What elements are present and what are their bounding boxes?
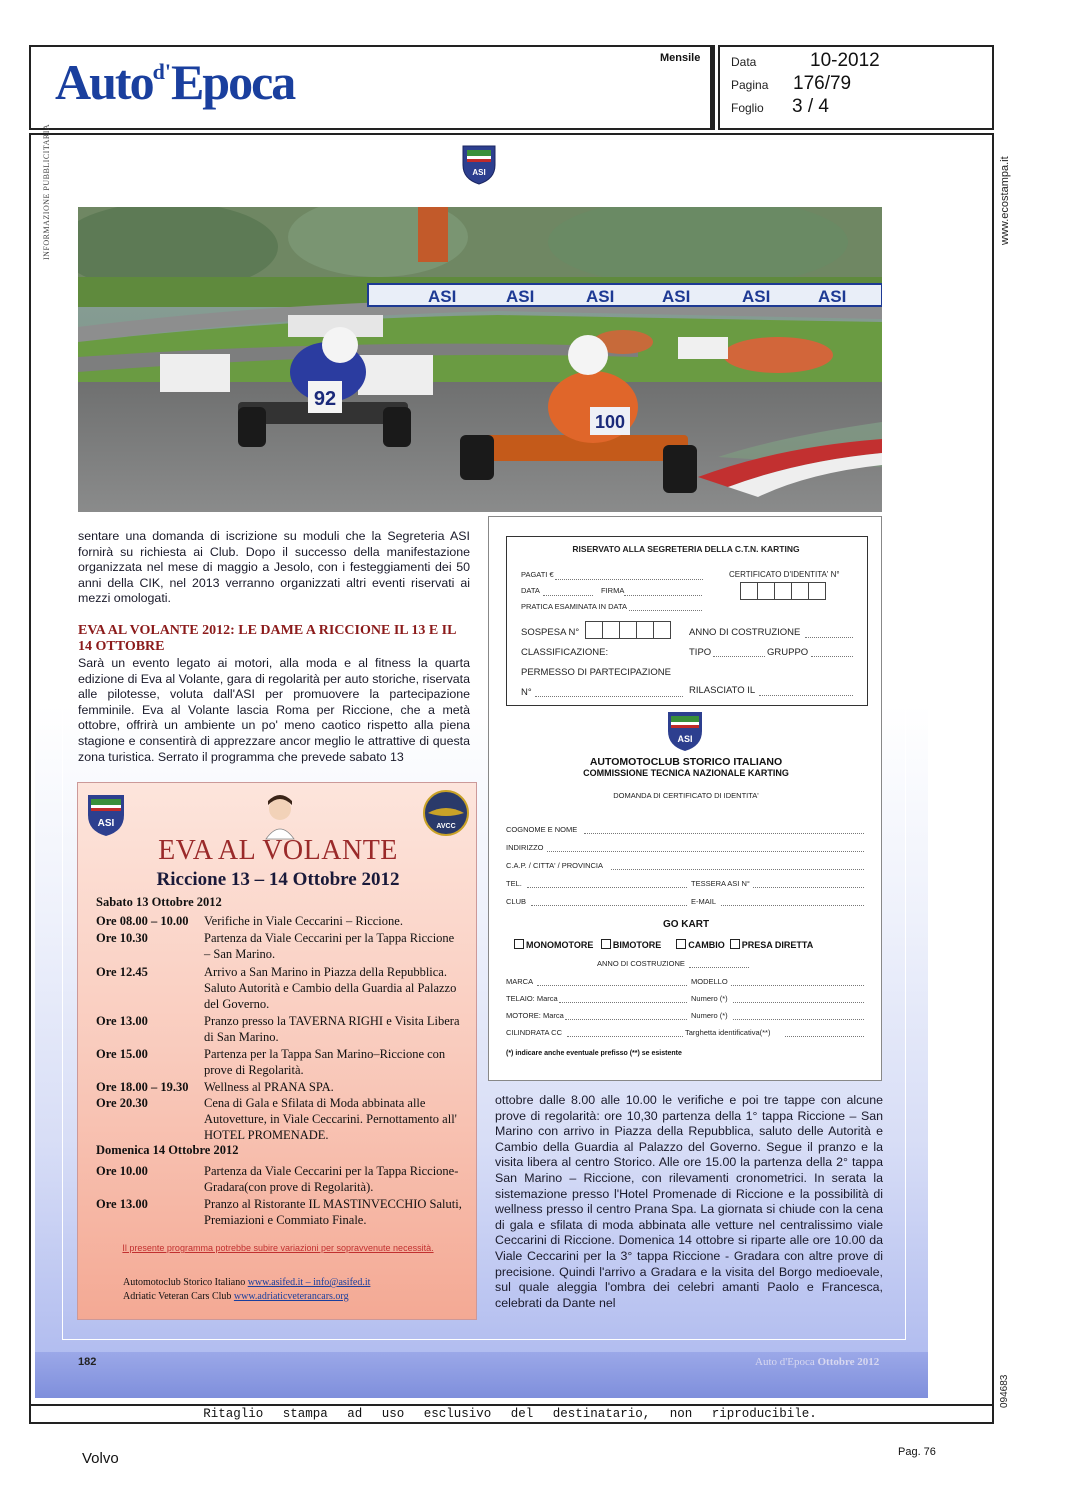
article-paragraph-3: ottobre dalle 8.00 alle 10.00 le verifiche e poi tre tappe con alcune prove di regolarità: ore 10,30 partenza della 1° tappa Riccione – San Marino con arrivo in Piazza della Repubblica, saluto delle Autorità e Cambio della Guardia al Palazzo del Governo. Segue il pranzo e la visita libera al centro Storico. Alle ore 15.00 la partenza della 2° tappa San Marino – Riccione, con rilevamenti cronometrici. In serata la sistemazione presso l'Hotel Promenade di Riccione e la possibilità di wellness presso il centro Prana Spa. La giornata si chiude con la cena di gala e sfilata di moda abbinata alle vetture nel centralissimo viale Ceccarini di Riccione. Domenica 14 ottobre si riparte alle ore 10.00 da Viale Ceccarini per la 3° tappa Riccione - Gradara con altre prove di precisione. Quindi l'arrivo a Gradara e la visita del Borgo medioevale, sul quale aleggia l'ombra dei celebri amanti Paolo e Francesca, celebrati da Dante nel [495, 1093, 883, 1310]
magazine-page-number: 182 [78, 1356, 97, 1368]
article-paragraph-1: sentare una domanda di iscrizione su moduli che la Segreteria ASI fornirà su richiesta ai Club. Dopo il successo della manifestazione organizzata nel mese di maggio a Jesolo, con i festeggiamenti dei 50 anni della CIK, nel 2013 verranno organizzati altri eventi riservati ai mezzi omologati. [78, 529, 470, 606]
opt-bimotore[interactable]: BIMOTORE [601, 940, 661, 950]
marca-field[interactable] [537, 985, 687, 986]
svg-text:ASI: ASI [97, 818, 115, 829]
cognome-label: COGNOME E NOME [506, 825, 578, 834]
sospesa-boxes[interactable] [585, 621, 670, 644]
kart-type-options [514, 939, 813, 950]
sheet-value: 3 / 4 [792, 96, 829, 117]
source-page-number: Pag. 76 [898, 1446, 936, 1458]
schedule-description: Partenza da Viale Ceccarini per la Tappa Riccione – San Marino. [204, 931, 455, 961]
event-footer-asi: Automotoclub Storico Italiano www.asifed.it – info@asifed.it [123, 1277, 371, 1288]
article-heading: EVA AL VOLANTE 2012: LE DAME A RICCIONE IL 13 E IL 14 OTTOBRE [78, 623, 456, 654]
sospesa-label: SOSPESA N° [521, 627, 580, 638]
schedule-time: Ore 12.45 [96, 965, 148, 979]
tel-label: TEL. [506, 879, 522, 888]
pratica-label: PRATICA ESAMINATA IN DATA [521, 602, 627, 611]
anno2-label: ANNO DI COSTRUZIONE [597, 959, 685, 968]
karting-race-photo [78, 207, 882, 512]
cert-identita-label: CERTIFICATO D'IDENTITA' N° [729, 570, 840, 579]
kart-number-92: 92 [313, 388, 337, 410]
schedule-time: Ore 18.00 – 19.30 [96, 1080, 189, 1094]
schedule-time: Ore 10.00 [96, 1164, 148, 1178]
numero2-field[interactable] [733, 1019, 864, 1020]
telaio-label: TELAIO: Marca [506, 994, 558, 1003]
tessera-label: TESSERA ASI N° [691, 879, 750, 888]
schedule-description: Pranzo presso la TAVERNA RIGHI e Visita Libera di San Marino. [204, 1014, 460, 1044]
opt-cambio[interactable]: CAMBIO [676, 940, 725, 950]
magazine-footer-title: Auto d'Epoca Ottobre 2012 [755, 1356, 880, 1368]
rilasciato-field[interactable] [759, 695, 853, 696]
n-label: N° [521, 687, 532, 698]
firma-field[interactable] [624, 595, 702, 596]
schedule-day2 [78, 1163, 478, 1233]
cap-field[interactable] [611, 869, 864, 870]
schedule-description: Verifiche in Viale Ceccarini – Riccione. [204, 914, 403, 928]
club-field[interactable] [531, 905, 687, 906]
targhetta-field[interactable] [785, 1036, 864, 1037]
schedule-time: Ore 08.00 – 10.00 [96, 914, 189, 928]
pagati-label: PAGATI € [521, 570, 554, 579]
permesso-number-field[interactable] [535, 696, 683, 697]
event-day2: Domenica 14 Ottobre 2012 [96, 1143, 239, 1157]
modello-label: MODELLO [691, 977, 728, 986]
schedule-time: Ore 20.30 [96, 1096, 148, 1110]
header-divider [711, 45, 715, 130]
event-program-box [77, 782, 477, 1320]
permesso-label: PERMESSO DI PARTECIPAZIONE [521, 667, 671, 678]
targhetta-label: Targhetta identificativa(**) [685, 1028, 771, 1037]
schedule-description: Wellness al PRANA SPA. [204, 1080, 334, 1094]
cert-identita-boxes[interactable] [740, 582, 825, 605]
pagati-field[interactable] [555, 579, 703, 580]
schedule-description: Partenza per la Tappa San Marino–Riccione con prove di Regolarità. [204, 1047, 446, 1077]
domanda-title: DOMANDA DI CERTIFICATO DI IDENTITA' [613, 791, 759, 800]
anno-costruzione-label: ANNO DI COSTRUZIONE [689, 627, 801, 638]
banner-text-1: ASI [428, 287, 457, 306]
tessera-field[interactable] [753, 887, 864, 888]
asi-form-logo [666, 708, 704, 752]
marca-label: MARCA [506, 977, 534, 986]
clipping-disclaimer: Ritaglio stampa ad uso esclusivo del destinatario, non riproducibile. [203, 1407, 817, 1421]
data-field[interactable] [543, 595, 593, 596]
classificazione-label: CLASSIFICAZIONE: [521, 647, 609, 658]
article-paragraph-2: Sarà un evento legato ai motori, alla moda e al fitness la quarta edizione di Eva al Volante, gara di regolarità per auto storiche, riservata alle pilotesse, voluta dall'ASI per promuovere la partecipazione femminile. Eva al Volante lascia Roma per Riccione, che a metà ottobre, offrirà un ambiente un po' meno caotico rispetto alla piena stagione e consentirà di apprezzare ancor meglio le attrattive di questa zona turistica. Serrato il programma che prevede sabato 13 [78, 656, 470, 764]
opt-monomotore[interactable]: MONOMOTORE [514, 940, 593, 950]
rilasciato-label: RILASCIATO IL [689, 685, 756, 696]
opt-presa-diretta[interactable]: PRESA DIRETTA [730, 940, 814, 950]
registration-form [488, 516, 882, 1081]
gokart-title: GO KART [662, 919, 710, 930]
disclaimer-line [29, 1404, 994, 1406]
motore-field[interactable] [565, 1019, 687, 1020]
masthead-logo: Auto$^{d'}$Epoca [55, 54, 295, 110]
sheet-label: Foglio [731, 101, 764, 115]
event-day1: Sabato 13 Ottobre 2012 [96, 895, 222, 909]
clipping-code: 094683 [999, 1374, 1010, 1408]
email-label: E-MAIL [691, 897, 717, 906]
event-subtitle: Riccione 13 – 14 Ottobre 2012 [156, 869, 400, 890]
kart-number-100: 100 [594, 412, 626, 432]
pratica-field[interactable] [629, 610, 702, 611]
cilindrata-field[interactable] [567, 1036, 683, 1037]
banner-text-4: ASI [662, 287, 691, 306]
avcc-website-link[interactable]: www.adriaticveterancars.org [233, 1291, 349, 1302]
date-value: 10-2012 [810, 50, 880, 71]
email-field[interactable] [721, 905, 864, 906]
data-label: DATA [521, 586, 540, 595]
page-label: Pagina [731, 78, 769, 92]
event-footer-avcc: Adriatic Veteran Cars Club www.adriaticveterancars.org [123, 1291, 349, 1302]
schedule-description: Cena di Gala e Sfilata di Moda abbinata alle Autovetture, in Viale Ceccarini. Pernottamento all' HOTEL PROMENADE. [204, 1096, 457, 1142]
indirizzo-label: INDIRIZZO [506, 843, 544, 852]
event-title: EVA AL VOLANTE [158, 835, 398, 866]
banner-text-3: ASI [586, 287, 615, 306]
ecostampa-url: www.ecostampa.it [999, 156, 1011, 245]
cilindrata-label: CILINDRATA CC [506, 1028, 562, 1037]
reserved-section [506, 536, 868, 706]
gruppo-label: GRUPPO [767, 647, 809, 658]
numero1-label: Numero (*) [691, 994, 728, 1003]
motore-label: MOTORE: Marca [506, 1011, 564, 1020]
asi-website-link[interactable]: www.asifed.it – info@asifed.it [247, 1277, 371, 1288]
schedule-description: Pranzo al Ristorante IL MASTINVECCHIO Saluti, Premiazioni e Commiato Finale. [204, 1197, 462, 1227]
gruppo-field[interactable] [811, 656, 853, 657]
anno-costruzione-field[interactable] [805, 637, 853, 638]
telaio-field[interactable] [559, 1002, 687, 1003]
schedule-description: Partenza da Viale Ceccarini per la Tappa Riccione-Gradara(con prove di Regolarità). [204, 1164, 459, 1194]
modello-field[interactable] [731, 985, 864, 986]
schedule-time: Ore 15.00 [96, 1047, 148, 1061]
client-name: Volvo [82, 1450, 119, 1467]
banner-text-5: ASI [742, 287, 771, 306]
org-name: AUTOMOTOCLUB STORICO ITALIANO [589, 756, 783, 768]
club-label: CLUB [506, 897, 527, 906]
anno2-field[interactable] [689, 967, 749, 968]
date-label: Data [731, 55, 757, 69]
tel-field[interactable] [527, 887, 687, 888]
indirizzo-field[interactable] [547, 851, 864, 852]
firma-label: FIRMA [601, 586, 625, 595]
schedule-time: Ore 13.00 [96, 1197, 148, 1211]
advertising-vertical-label: INFORMAZIONE PUBBLICITARIA [42, 123, 51, 260]
asi-event-logo [86, 791, 126, 837]
cap-label: C.A.P. / CITTA' / PROVINCIA [506, 861, 604, 870]
tipo-label: TIPO [689, 647, 712, 658]
reserved-title: RISERVATO ALLA SEGRETERIA DELLA C.T.N. KARTING [572, 544, 800, 554]
banner-text-6: ASI [818, 287, 847, 306]
event-note: Il presente programma potrebbe subire variazioni per sopravvenute necessità. [122, 1243, 434, 1253]
schedule-time: Ore 10.30 [96, 931, 148, 945]
banner-text-2: ASI [506, 287, 535, 306]
form-footnote: (*) indicare anche eventuale prefisso (**) se esistente [506, 1050, 682, 1057]
schedule-day1 [78, 913, 478, 1153]
numero1-field[interactable] [733, 1002, 864, 1003]
frequency-label: Mensile [660, 52, 701, 64]
svg-text:ASI: ASI [472, 168, 486, 177]
numero2-label: Numero (*) [691, 1011, 728, 1020]
schedule-time: Ore 13.00 [96, 1014, 148, 1028]
tipo-field[interactable] [713, 656, 765, 657]
avcc-club-logo [422, 789, 470, 837]
woman-driver-illustration [258, 793, 302, 841]
svg-text:AVCC: AVCC [436, 823, 456, 830]
page-value: 176/79 [793, 73, 852, 94]
org-commission: COMMISSIONE TECNICA NAZIONALE KARTING [583, 768, 789, 778]
cognome-field[interactable] [584, 833, 864, 834]
asi-shield-logo [461, 143, 497, 185]
svg-text:ASI: ASI [677, 734, 693, 744]
schedule-description: Arrivo a San Marino in Piazza della Repubblica. Saluto Autorità e Cambio della Guardia al Palazzo del Governo. [204, 965, 457, 1011]
